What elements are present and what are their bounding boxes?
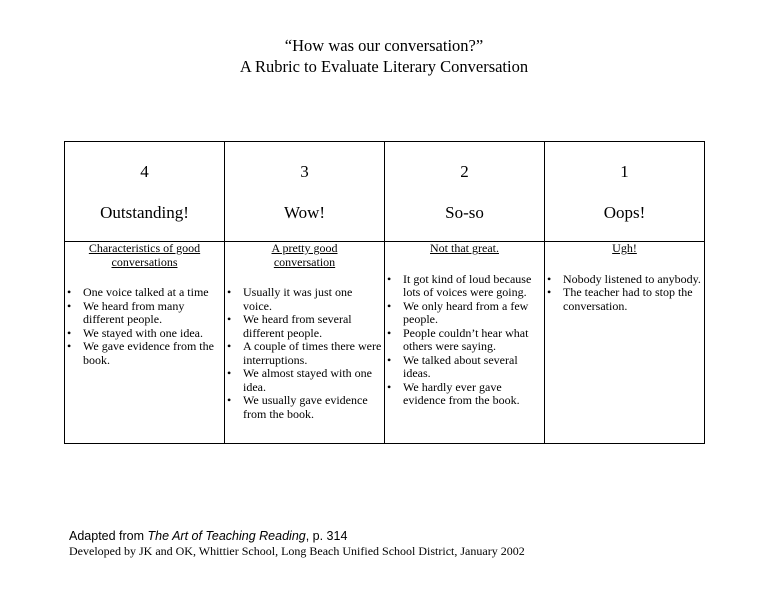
- criteria-item: • We stayed with one idea.: [83, 327, 224, 341]
- rubric-body-row: [65, 242, 705, 444]
- citation-prefix: Adapted from: [69, 529, 148, 543]
- criteria-item: • One voice talked at a time: [83, 286, 224, 300]
- rubric-table: [64, 141, 705, 444]
- score-label: 2: [460, 162, 469, 181]
- criteria-item: • We talked about several ideas.: [403, 354, 544, 381]
- criteria-item: • We heard from many different people.: [83, 300, 224, 327]
- level-label: Oops!: [603, 203, 646, 222]
- criteria-item: • It got kind of loud because lots of voices were going.: [403, 273, 544, 300]
- source-citation: [69, 529, 347, 544]
- criteria-item: • People couldn’t hear what others were saying.: [403, 327, 544, 354]
- criteria-item: • We only heard from a few people.: [403, 300, 544, 327]
- level-label: Outstanding!: [100, 203, 189, 222]
- document-subtitle: A Rubric to Evaluate Literary Conversation: [239, 57, 529, 76]
- rubric-description-cell-1: [545, 242, 705, 444]
- score-label: 3: [300, 162, 309, 181]
- citation-page: , p. 314: [305, 529, 348, 543]
- criteria-heading: Not that great.: [430, 241, 499, 255]
- criteria-item: • Usually it was just one voice.: [243, 286, 384, 313]
- criteria-heading: Characteristics of good conversations: [88, 241, 201, 269]
- criteria-list: [545, 273, 704, 314]
- score-label: 1: [620, 162, 629, 181]
- developed-by-note: Developed by JK and OK, Whittier School, Long Beach Unified School District, January 2002: [69, 544, 525, 558]
- rubric-header-cell-3: [225, 142, 385, 242]
- citation-book-title: The Art of Teaching Reading: [147, 529, 306, 543]
- document-title: “How was our conversation?”: [284, 36, 484, 55]
- rubric-description-cell-4: [65, 242, 225, 444]
- criteria-list: [225, 286, 384, 421]
- level-label: So-so: [445, 203, 484, 222]
- criteria-item: • We hardly ever gave evidence from the book.: [403, 381, 544, 408]
- rubric-description-cell-3: [225, 242, 385, 444]
- criteria-item: • We usually gave evidence from the book.: [243, 394, 384, 421]
- criteria-item: • A couple of times there were interruptions.: [243, 340, 384, 367]
- rubric-header-cell-1: [545, 142, 705, 242]
- criteria-item: • We heard from several different people.: [243, 313, 384, 340]
- level-label: Wow!: [283, 203, 326, 222]
- criteria-list: [65, 286, 224, 367]
- rubric-header-row: [65, 142, 705, 242]
- criteria-heading: Ugh!: [612, 241, 637, 255]
- criteria-item: • Nobody listened to anybody.: [563, 273, 704, 287]
- criteria-list: [385, 273, 544, 408]
- rubric-header-cell-2: [385, 142, 545, 242]
- criteria-item: • We almost stayed with one idea.: [243, 367, 384, 394]
- rubric-description-cell-2: [385, 242, 545, 444]
- criteria-item: • We gave evidence from the book.: [83, 340, 224, 367]
- rubric-header-cell-4: [65, 142, 225, 242]
- criteria-item: • The teacher had to stop the conversation.: [563, 286, 704, 313]
- score-label: 4: [140, 162, 149, 181]
- criteria-heading: A pretty good conversation: [271, 241, 338, 269]
